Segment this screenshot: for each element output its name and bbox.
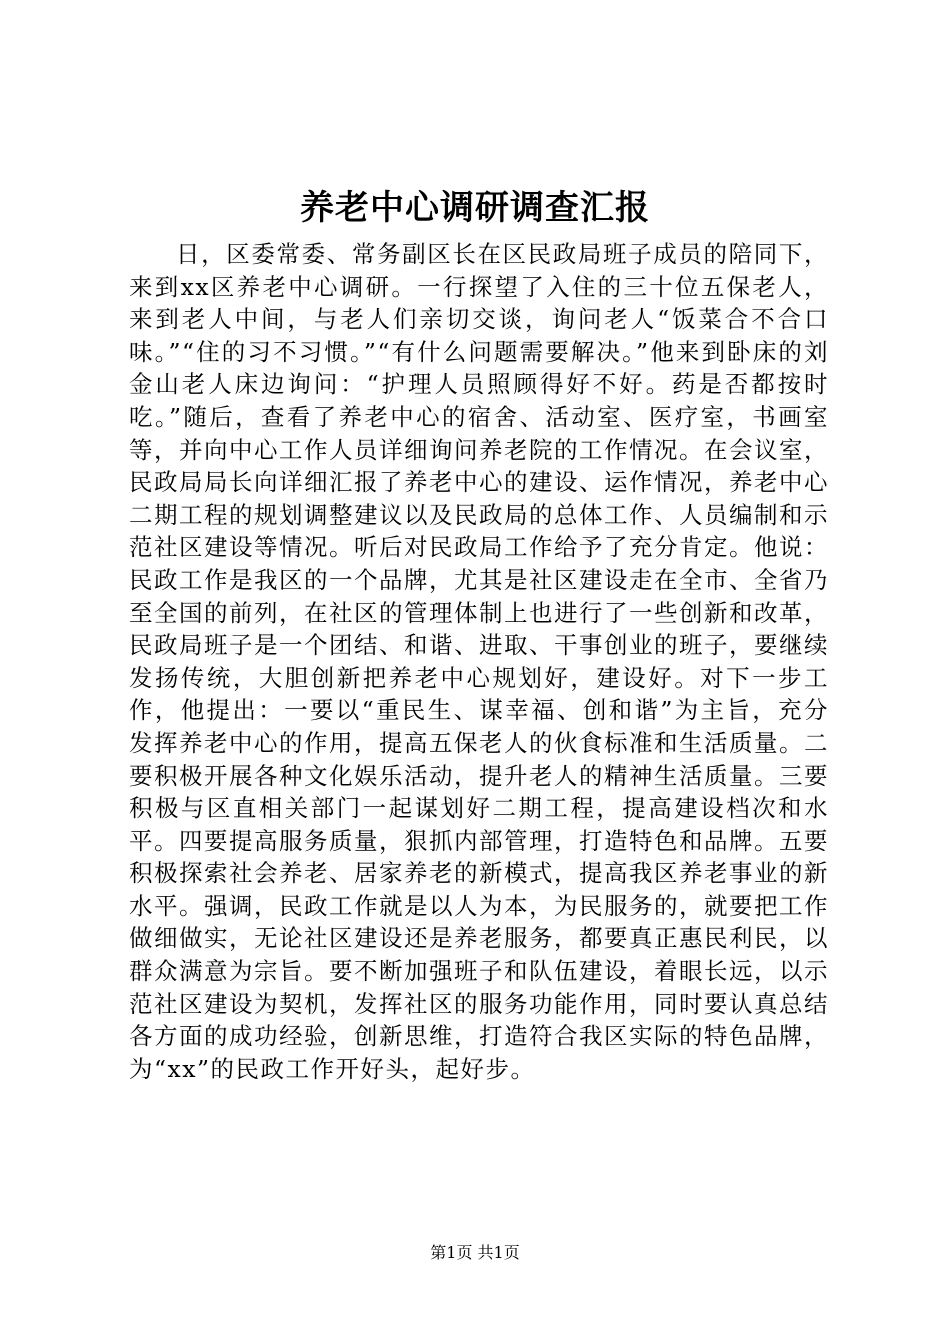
page-number-footer: 第1页 共1页 [430, 1243, 520, 1262]
document-body-paragraph: 日，区委常委、常务副区长在区民政局班子成员的陪同下，来到xx区养老中心调研。一行探望了入住的三十位五保老人，来到老人中间，与老人们亲切交谈，询问老人“饭菜合不合口味。”“住的习不习惯。”“有什么问题需要解决。”他来到卧床的刘金山老人床边询问：“护理人员照顾得好不好。药是否都按时吃。”随后，查看了养老中心的宿舍、活动室、医疗室，书画室等，并向中心工作人员详细询问养老院的工作情况。在会议室，民政局局长向详细汇报了养老中心的建设、运作情况，养老中心二期工程的规划调整建议以及民政局的总体工作、人员编制和示范社区建设等情况。听后对民政局工作给予了充分肯定。他说：民政工作是我区的一个品牌，尤其是社区建设走在全市、全省乃至全国的前列，在社区的管理体制上也进行了一些创新和改革，民政局班子是一个团结、和谐、进取、干事创业的班子，要继续发扬传统，大胆创新把养老中心规划好，建设好。对下一步工作，他提出：一要以“重民生、谋幸福、创和谐”为主旨，充分发挥养老中心的作用，提高五保老人的伙食标准和生活质量。二要积极开展各种文化娱乐活动，提升老人的精神生活质量。三要积极与区直相关部门一起谋划好二期工程，提高建设档次和水平。四要提高服务质量，狠抓内部管理，打造特色和品牌。五要积极探索社会养老、居家养老的新模式，提高我区养老事业的新水平。强调，民政工作就是以人为本，为民服务的，就要把工作做细做实，无论社区建设还是养老服务，都要真正惠民利民，以群众满意为宗旨。要不断加强班子和队伍建设，着眼长远，以示范社区建设为契机，发挥社区的服务功能作用，同时要认真总结各方面的成功经验，创新思维，打造符合我区实际的特色品牌，为“xx”的民政工作开好头，起好步。 [129, 240, 829, 1083]
document-title: 养老中心调研调查汇报 [300, 188, 650, 228]
